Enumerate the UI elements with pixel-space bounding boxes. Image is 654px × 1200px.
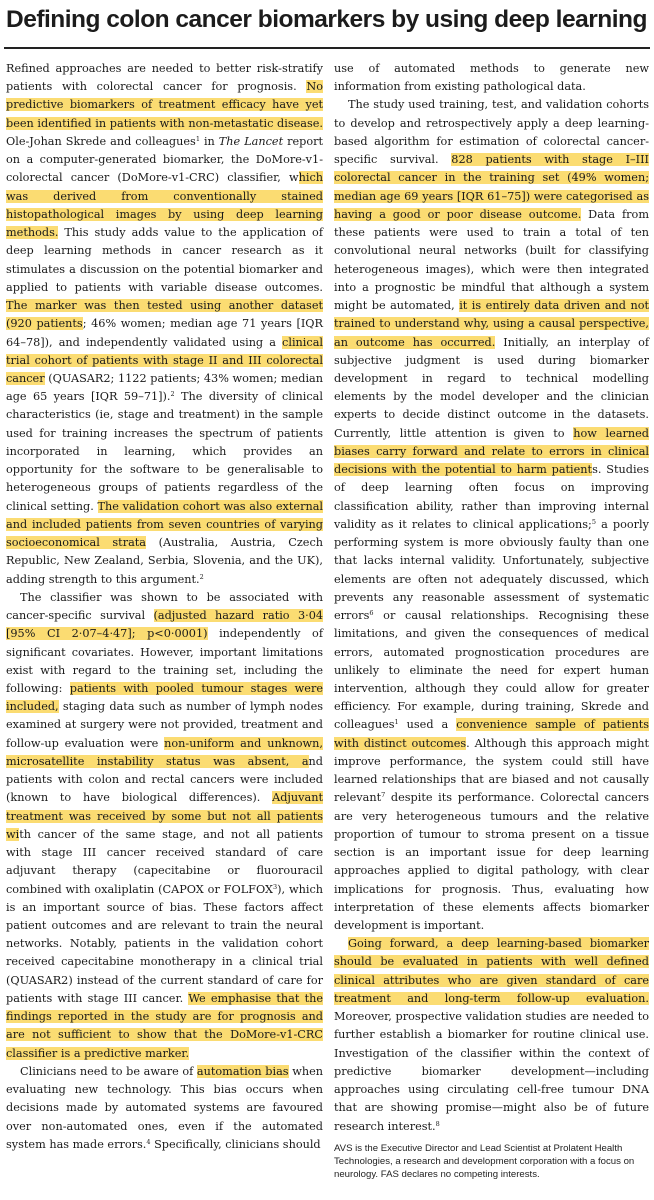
left-paragraph-1: Refined approaches are needed to better risk-stratify patients with colorectal cancer for prognosis. No predictive biomarkers of treatment efficacy have yet been identified in patients with non-metastatic disease. Ole-Johan Skrede and colleagues$^1$ in The Lancet report on a computer-generated biomarker, the DoMore-v1-colorectal cancer (DoMore-v1-CRC) classifier, which was derived from conventionally stained histopathological images by using deep learning methods. This study adds value to the application of deep learning methods in cancer research as it stimulates a discussion on the potential biomarker and applied to patients with variable disease outcomes. The marker was then tested using another dataset (920 patients; 46% women; median age 71 years [IQR 64–78]), and independently validated using a clinical trial cohort of patients with stage II and III colorectal cancer (QUASAR2; 1122 patients; 43% women; median age 65 years [IQR 59–71]).$^2$ The diversity of clinical characteristics (ie, stage and treatment) in the sample used for training increases the spectrum of patients incorporated in learning, which provides an opportunity for the software to be generalisable to heterogeneous groups of patients regardless of the clinical setting. The validation cohort was also external and included patients from seven countries of varying socioeconomical strata (Australia, Austria, Czech Republic, New Zealand, Serbia, Slovenia, and the UK), adding strength to this argument.$^2$ — [6, 62, 324, 586]
article-title: Defining colon cancer biomarkers by using deep learning — [6, 6, 647, 33]
right-paragraph-1: The study used training, test, and validation cohorts to develop and retrospectively apply a deep learning-based algorithm for estimation of colorectal cancer-specific survival. 828 patients with stage I–III colorectal cancer in the training set (49% women; median age 69 years [IQR 61–75]) were categorised as having a good or poor disease outcome. Data from these patients were used to train a total of ten convolutional neural networks (built for classifying heterogeneous images), which were then integrated into a prognostic be mindful that although a system might be automated, it is entirely data driven and not trained to understand why, using a causal perspective, an outcome has occurred. Initially, an interplay of subjective judgment is used during biomarker development in regard to technical modelling elements by the model developer and the clinician experts to decide distinct outcome in the datasets. Currently, little attention is given to how learned biases carry forward and relate to errors in clinical decisions with the potential to harm patients. Studies of deep learning often focus on improving classification ability, rather than improving internal validity as it relates to clinical applications;$^5$ a poorly performing system is more obviously faulty than one that lacks internal validity. Unfortunately, subjective elements are often not adequately discussed, which prevents any reasonable assessment of systematic errors$^6$ or causal relationships. Recognising these limitations, and given the consequences of medical errors, automated prognostication procedures are unlikely to eliminate the need for expert human intervention, although they could allow for greater efficiency. For example, during training, Skrede and colleagues$^1$ used a convenience sample of patients with distinct outcomes. Although this approach might improve performance, the system could still have learned relationships that are biased and not causally relevant$^7$ despite its performance. Colorectal cancers are very heterogeneous tumours and the relative proportion of tumour to stroma present on a tissue section is an important issue for deep learning approaches applied to digital pathology, with clear implications for prognosis. Thus, evaluating how interpretation of these elements affects biomarker development is important. — [334, 98, 650, 933]
left-paragraph-2: The classifier was shown to be associated with cancer-specific survival (adjusted hazard ratio 3·04 [95% CI 2·07–4·47]; p<0·0001) independently of significant covariates. However, important limitations exist with regard to the training set, including the following: patients with pooled tumour stages were included, staging data such as number of lymph nodes examined at surgery were not provided, treatment and follow-up evaluation were non-uniform and unknown, microsatellite instability status was absent, and patients with colon and rectal cancers were included (known to have biological differences). Adjuvant treatment was received by some but not all patients with cancer of the same stage, and not all patients with stage III cancer received standard of care adjuvant therapy (capecitabine or fluorouracil combined with oxaliplatin (CAPOX or FOLFOX$^3$), which is an important source of bias. These factors affect patient outcomes and are relevant to train the neural networks. Notably, patients in the validation cohort received capecitabine monotherapy in a clinical trial (QUASAR2) instead of the current standard of care for patients with stage III cancer. We emphasise that the findings reported in the study are for prognosis and are not sufficient to show that the DoMore-v1-CRC classifier is a predictive marker. — [6, 590, 324, 1060]
highlight: (adjusted hazard ratio 3·04 [95% CI 2·07–4·47]; p<0·0001) — [6, 609, 324, 641]
reference: 5 — [591, 517, 596, 526]
highlight: The marker was then tested using another dataset (920 patients — [6, 299, 323, 331]
highlight: No predictive biomarkers of treatment efficacy have yet been identified in patients with non-metastatic disease. — [6, 80, 323, 130]
left-column — [6, 60, 323, 1154]
reference: 7 — [381, 791, 386, 800]
right-paragraph-continued: use of automated methods to generate new information from existing pathological data. — [334, 62, 649, 94]
reference: 1 — [195, 134, 200, 143]
highlight: hich was derived from conventionally stained histopathological images by using deep learning methods. — [6, 171, 323, 240]
highlight: 828 patients with stage I–III colorectal cancer in the training set (49% women; median age 69 years [IQR 61–75]) were categorised as having a good or poor disease outcome. — [334, 153, 649, 221]
highlight: patients with pooled tumour stages were included, — [6, 681, 324, 714]
highlight: non-uniform and unknown, microsatellite instability status was absent, a — [6, 736, 323, 768]
highlight: how learned biases carry forward and relate to errors in clinical decisions with the potential to harm patient — [334, 426, 650, 477]
reference: 2 — [199, 572, 204, 581]
reference: 6 — [369, 609, 374, 618]
right-column — [334, 60, 649, 1136]
highlight: We emphasise that the findings reported in the study are for prognosis and are not sufficient to show that the DoMore-v1-CRC classifier is a predictive marker. — [6, 991, 323, 1060]
highlight: The validation cohort was also external and included patients from seven countries of varying socioeconomical strata — [6, 499, 323, 550]
highlight: convenience sample of patients with distinct outcomes — [334, 718, 649, 750]
highlight: Going forward, a deep learning-based biomarker should be evaluated in patients with well defined clinical attributes who are given standard of care treatment and long-term follow-up evaluation. — [334, 937, 649, 1005]
left-paragraph-3: Clinicians need to be aware of automation bias when evaluating new technology. This bias occurs when decisions made by automated systems are favoured over non-automated ones, even if the automated system has made errors.$^4$ Specifically, clinicians should — [6, 1064, 323, 1151]
right-paragraph-2: Going forward, a deep learning-based biomarker should be evaluated in patients with well defined clinical attributes who are given standard of care treatment and long-term follow-up evaluation. Moreover, prospective validation studies are needed to further establish a biomarker for routine clinical use. Investigation of the classifier within the context of predictive biomarker development—including approaches using circulating cell-free tumour DNA that are showing promise—might also be of future research interest.$^8$ — [334, 937, 649, 1133]
title-rule — [4, 47, 650, 49]
reference: 3 — [273, 882, 278, 891]
highlight: it is entirely data driven and not trained to understand why, using a causal perspective, an outcome has occurred. — [334, 299, 649, 349]
reference: 1 — [394, 718, 399, 727]
author-footnote: AVS is the Executive Director and Lead Scientist at Prolatent Health Technologies, a research and development corporation with a focus on neurology. FAS declares no competing interests. — [334, 1143, 635, 1180]
reference: 4 — [146, 1137, 151, 1146]
highlight: automation bias — [196, 1064, 289, 1078]
highlight: clinical trial cohort of patients with stage II and III colorectal cancer — [6, 335, 323, 385]
journal-name: The Lancet — [218, 134, 284, 148]
highlight: Adjuvant treatment was received by some but not all patients wi — [6, 791, 323, 841]
reference: 2 — [170, 390, 175, 399]
reference: 8 — [435, 1119, 440, 1128]
